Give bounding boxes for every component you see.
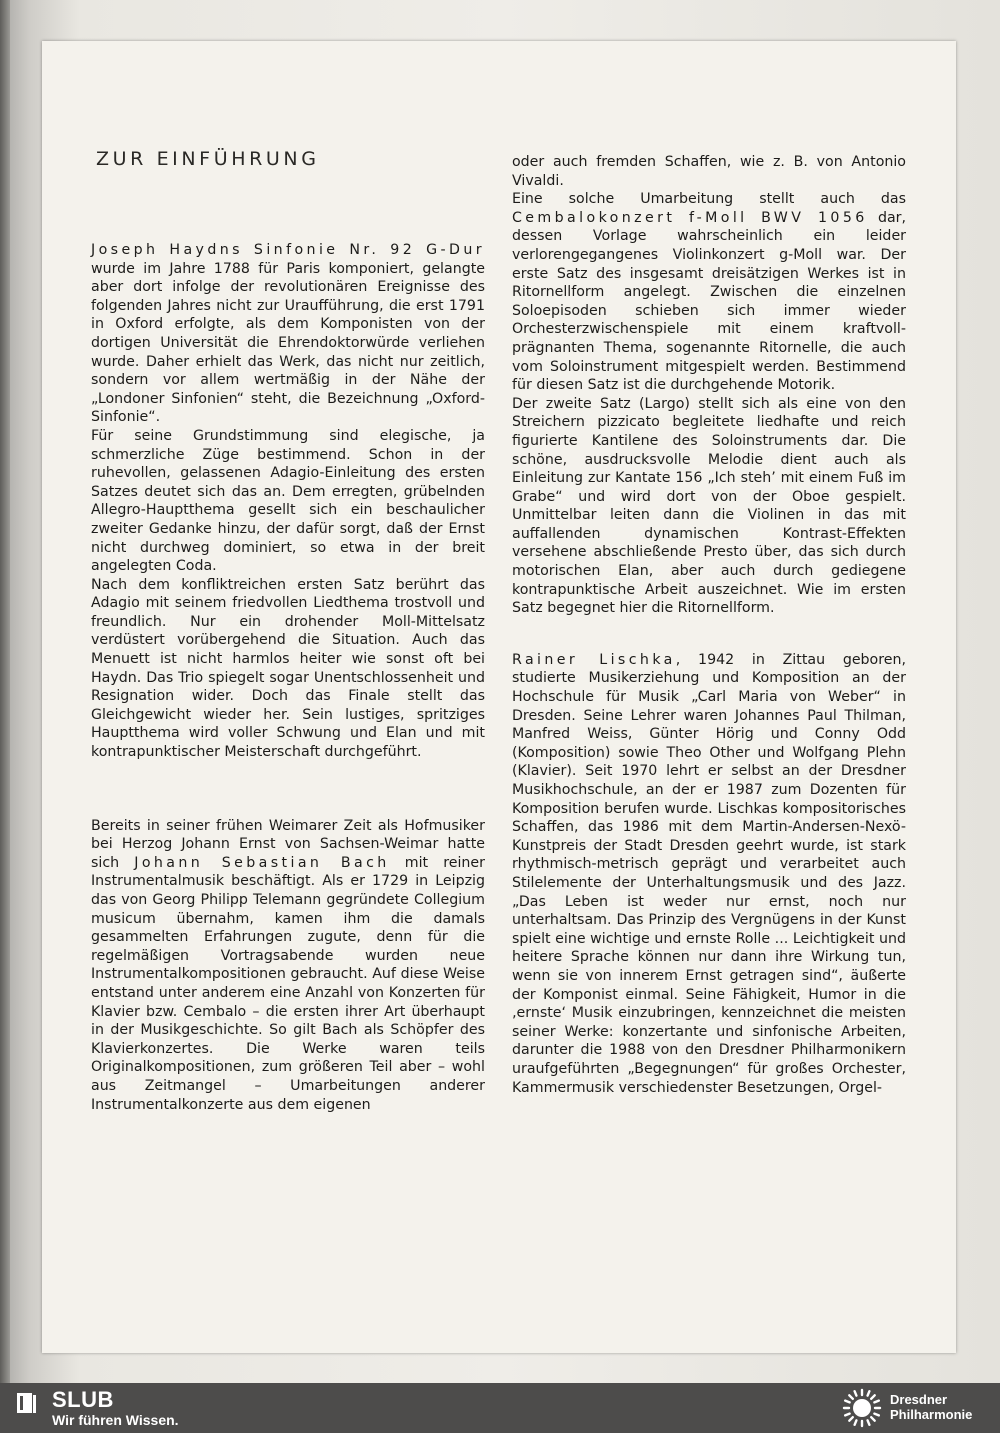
paragraph-text: Bereits in seiner frühen Weimarer Zeit als Hofmusiker bei Herzog Johann Ernst von Sachsen-Weimar hatte sich — [91, 817, 485, 871]
paragraph-haydn-mood: Für seine Grundstimmung sind elegische, ja schmerzliche Züge bestimmend. Schon in der ruhevollen, gelassenen Adagio-Einleitung des ersten Satzes deutet sich das an. Dem erregten, grübelnden Allegro-Hauptthema gesellt sich ein beschaulicher zweiter Gedanke hinzu, der dafür sorgt, daß der Ernst nicht durchweg dominiert, so etwa in der breit angelegten Coda. — [91, 427, 485, 575]
paragraph-haydn-intro — [91, 241, 485, 427]
philharmonie-name[interactable] — [890, 1392, 1000, 1422]
paragraph-cembalo-movements: Der zweite Satz (Largo) stellt sich als eine von den Streichern pizzicato begleitete liedhafte und reich figurierte Kantilene des Soloinstruments dar. Die schöne, ausdrucksvolle Melodie dient auch als Einleitung zur Kantate 156 „Ich steh’ mit einem Fuß im Grabe“ und wird dort von der Oboe gespielt. Unmittelbar leiten dann die Violinen in das mit auffallenden dynamischen Kontrast-Effekten versehene abschließende Presto über, das sich durch motorischen Elan, aber auch durch gediegene kontrapunktische Arbeit auszeichnet. Wie im ersten Satz begegnet hier die Ritornellform. — [512, 395, 906, 617]
philharmonie-name-line2: Philharmonie — [890, 1407, 973, 1422]
slub-slogan: Wir führen Wissen. — [52, 1412, 179, 1428]
paragraph-text: wurde im Jahre 1788 für Paris komponiert, gelangte aber dort infolge der revolutionären Ereignisse des folgenden Jahres nicht zur Uraufführung, die erst 1791 in Oxford erfolgte, als dem Komponisten von der dortigen Universität die Ehrendoktorwürde verliehen wurde. Daher erhielt das Werk, das nicht nur zeitlich, sondern vor allem wertmäßig in der Nähe der „Londoner Sinfonien“ steht, die Bezeichnung „Oxford-Sinfonie“. — [91, 260, 485, 426]
spaced-composer-name: Johann Sebastian Bach — [134, 854, 390, 871]
paragraph-text: , 1942 in Zittau geboren, studierte Musikerziehung und Komposition an der Hochschule für Musik „Carl Maria von Weber“ in Dresden. Seine Lehrer waren Johannes Paul Thilman, Manfred Weiss, Günter Hörig und Conny Odd (Komposition) sowie Theo Other und Wolfgang Plehn (Klavier). Seit 1970 lehrt er selbst an der Dresdner Musikhochschule, an der er 1987 zum Dozenten für Komposition berufen wurde. Lischkas kompositorisches Schaffen, das 1986 mit dem Martin-Andersen-Nexö-Kunstpreis der Stadt Dresden geehrt wurde, ist stark rhythmisch-metrisch geprägt und verarbeitet auch Stilelemente der Unterhaltungsmusik und des Jazz. „Das Leben ist weder nur ernst, noch nur unterhaltsam. Das Prinzip des Vergnügens in der Kunst spielt eine wichtige und ernste Rolle ... Leichtigkeit und heitere Sprache können nur dann ihre Wirkung tun, wenn sie von innerem Ernst getragen sind“, äußerte der Komponist einmal. Seine Fähigkeit, Humor in die ‚ernste‘ Musik einzubringen, kennzeichnet die meisten seiner Werke: konzertante und sinfonische Arbeiten, darunter die 1988 von den Dresdner Philharmonikern uraufgeführten „Begegnungen“ für großes Orchester, Kammermusik verschiedenster Besetzungen, Orgel- — [512, 651, 906, 1096]
paragraph-bach-intro — [91, 817, 485, 1115]
page-heading: ZUR EINFÜHRUNG — [96, 148, 320, 170]
paragraph-text: Eine solche Umarbeitung stellt auch das — [512, 191, 906, 208]
book-spine-shadow — [0, 0, 10, 1383]
paragraph-bach-continued: oder auch fremden Schaffen, wie z. B. von Antonio Vivaldi. — [512, 154, 906, 189]
paragraph-haydn-movements: Nach dem konfliktreichen ersten Satz berührt das Adagio mit seinem friedvollen Liedthema trostvoll und freundlich. Nur ein drohender Moll-Mittelsatz verdüstert vorübergehend die Situation. Auch das Menuett ist nicht harmlos heiter wie sonst oft bei Haydn. Das Trio spiegelt sogar Unentschlossenheit und Resignation wider. Doch das Finale stellt das Gleichgewicht wieder her. Sein lustiges, spritziges Hauptthema wird voller Schwung und Elan und mit kontrapunktischer Meisterschaft durchgeführt. — [91, 576, 485, 761]
right-text-column — [512, 153, 906, 1097]
spaced-composer-name: Rainer Lischka — [512, 651, 676, 668]
section-spacer — [91, 762, 485, 817]
philharmonie-name-line1: Dresdner — [890, 1392, 948, 1407]
spaced-work-title: Joseph Haydns Sinfonie Nr. 92 G-Dur — [91, 242, 485, 258]
paragraph-lischka-bio — [512, 651, 906, 1097]
paragraph-text: mit reiner Instrumentalmusik beschäftigt. Als er 1729 in Leipzig das von Georg Philipp Telemann gegründete Collegium musicum übernahm, kamen ihm die damals gesammelten Erfahrungen zugute, denn für die regelmäßigen Vortragsabende wurden neue Instrumentalkompositionen gebraucht. Auf diese Weise entstand unter anderem eine Anzahl von Konzerten für Klavier bzw. Cembalo – die ersten ihrer Art überhaupt in der Musikgeschichte. So gilt Bach als Schöpfer des Klavierkonzertes. Die Werke waren teils Originalkompositionen, zum größeren Teil aber – wohl aus Zeitmangel – Umarbeitungen anderer Instrumentalkonzerte aus dem eigenen — [91, 854, 485, 1113]
slub-name[interactable]: SLUB — [52, 1387, 114, 1412]
paragraph-text: dar, dessen Vorlage wahrscheinlich ein leider verlorengegangenes Violinkonzert g-Moll war. Der erste Satz des insgesamt dreisätzigen Werkes ist in Ritornellform angelegt. Zwischen die einzelnen Soloepisoden schieben sich immer wieder Orchesterzwischenspiele mit einem kraftvoll-prägnanten Thema, sogenannte Ritornelle, die auch vom Soloinstrument mitgespielt werden. Bestimmend für diesen Satz ist die durchgehende Motorik. — [512, 209, 906, 394]
section-spacer — [512, 618, 906, 651]
philharmonie-logo-icon[interactable] — [842, 1388, 882, 1428]
footer-bar — [0, 1383, 1000, 1433]
spaced-work-title: Cembalokonzert f-Moll BWV 1056 — [512, 209, 868, 226]
paragraph-cembalo-concerto — [512, 190, 906, 395]
left-text-column — [91, 241, 485, 1114]
slub-logo-icon[interactable] — [14, 1391, 38, 1415]
